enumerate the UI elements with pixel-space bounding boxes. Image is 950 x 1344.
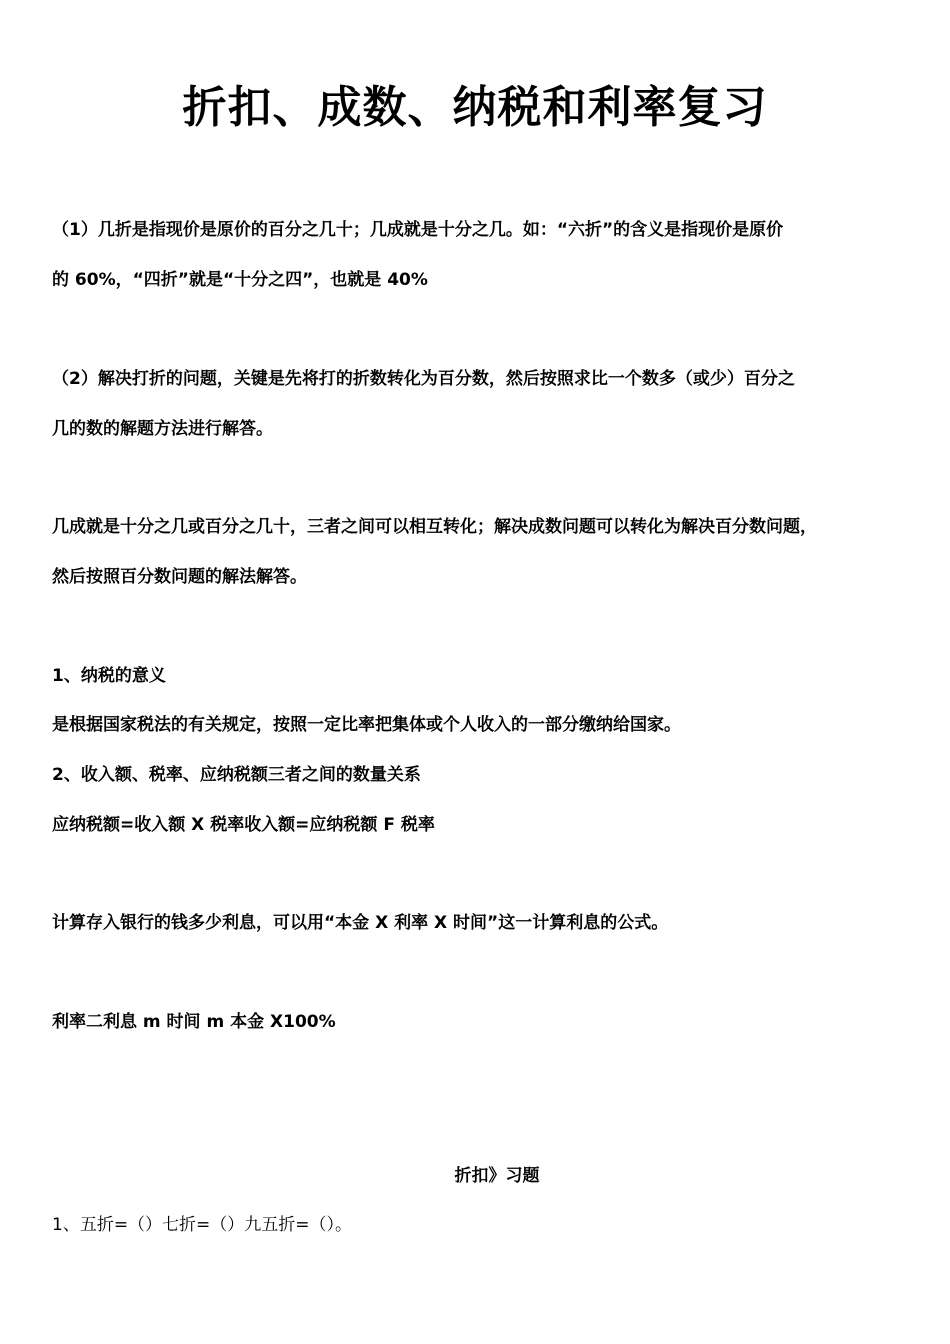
paragraph-line: （2）解决打折的问题，关键是先将打的折数转化为百分数，然后按照求比一个数多（或少）百分之 xyxy=(52,369,795,389)
paragraph-line: 然后按照百分数问题的解法解答。 xyxy=(52,567,307,587)
section-heading: 1、纳税的意义 xyxy=(52,666,166,686)
exercise-item: 1、五折=（）七折=（）九五折=（）。 xyxy=(52,1215,353,1235)
exercise-heading: 折扣》习题 xyxy=(454,1166,540,1186)
section-heading: 2、收入额、税率、应纳税额三者之间的数量关系 xyxy=(52,765,421,785)
paragraph-line: 的 60%，“四折”就是“十分之四”，也就是 40% xyxy=(52,270,428,290)
paragraph-line: 几的数的解题方法进行解答。 xyxy=(52,419,273,439)
paragraph-line: （1）几折是指现价是原价的百分之几十；几成就是十分之几。如：“六折”的含义是指现价是原价 xyxy=(52,220,784,240)
formula-line: 利率二利息 m 时间 m 本金 X100% xyxy=(52,1012,336,1032)
paragraph-line: 几成就是十分之几或百分之几十，三者之间可以相互转化；解决成数问题可以转化为解决百分数问题， xyxy=(52,517,817,537)
paragraph-line: 是根据国家税法的有关规定，按照一定比率把集体或个人收入的一部分缴纳给国家。 xyxy=(52,715,681,735)
page-title: 折扣、成数、纳税和利率复习 xyxy=(182,82,768,133)
formula-line: 应纳税额=收入额 X 税率收入额=应纳税额 F 税率 xyxy=(52,815,435,835)
paragraph-line: 计算存入银行的钱多少利息，可以用“本金 X 利率 X 时间”这一计算利息的公式。 xyxy=(52,913,669,933)
